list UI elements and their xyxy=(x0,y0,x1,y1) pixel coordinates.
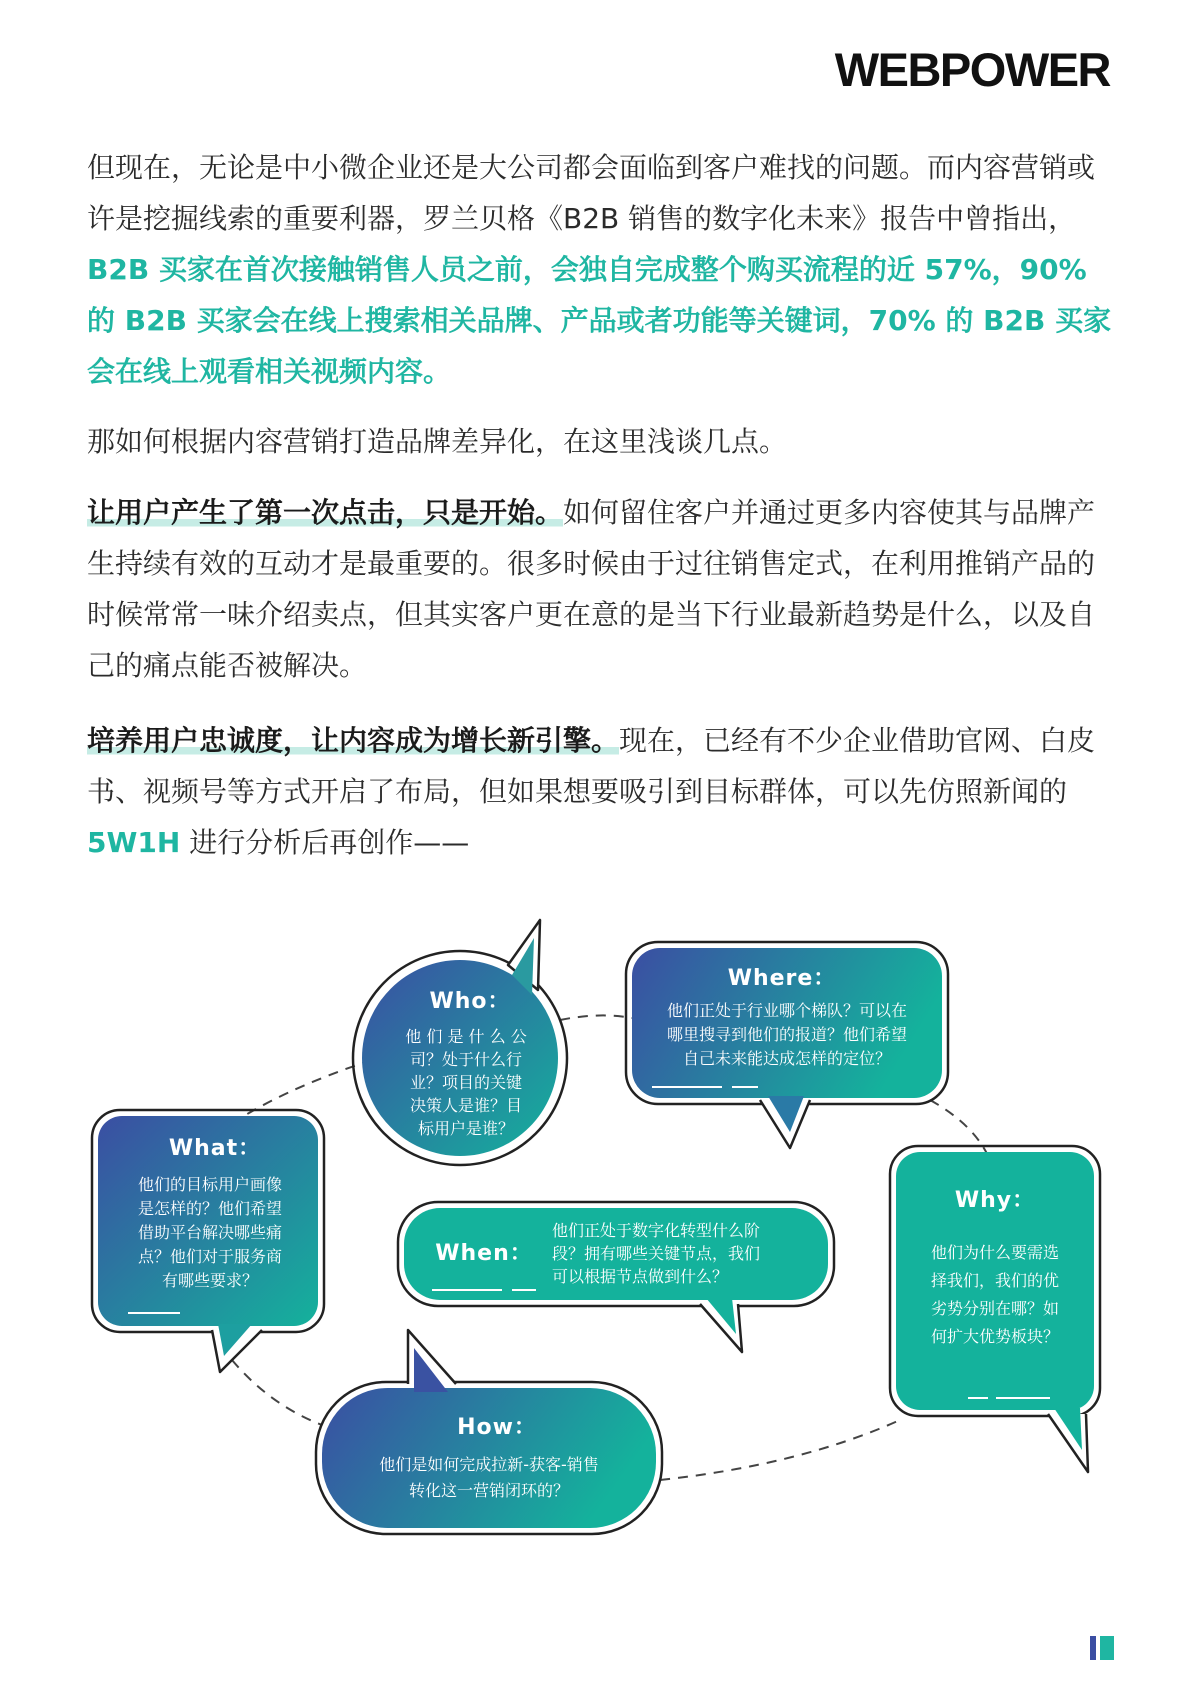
what-line: 借助平台解决哪些痛 xyxy=(137,1223,283,1242)
intro-text: 但现在，无论是中小微企业还是大公司都会面临到客户难找的问题。而内容营销或许是挖掘线索的重要利器，罗兰贝格《B2B 销售的数字化未来》报告中曾指出， xyxy=(87,151,1096,235)
why-bubble xyxy=(890,1146,1100,1472)
how-line: 转化这一营销闭环的？ xyxy=(408,1481,570,1500)
what-bubble xyxy=(92,1110,324,1372)
who-line: 他 们 是 什 么 公 xyxy=(405,1027,527,1046)
why-line: 他们为什么要需选 xyxy=(930,1243,1060,1262)
what-line: 是怎样的？他们希望 xyxy=(137,1199,283,1218)
intro-statistics-highlight: B2B 买家在首次接触销售人员之前，会独自完成整个购买流程的近 57%，90% 的 B2B 买家会在线上搜索相关品牌、产品或者功能等关键词，70% 的 B2B 买家会在线上观看相关视频内容。 xyxy=(87,253,1112,388)
who-line: 决策人是谁？目 xyxy=(409,1096,523,1115)
paragraph-transition: 那如何根据内容营销打造品牌差异化，在这里浅谈几点。 xyxy=(87,425,788,458)
when-bubble xyxy=(398,1202,834,1352)
where-title: Where： xyxy=(727,966,837,991)
loyalty-text: 现在，已经有不少企业借助官网、白皮书、视频号等方式开启了布局，但如果想要吸引到目标群体，可以先仿照新闻的 xyxy=(87,724,1096,808)
who-title: Who： xyxy=(429,989,511,1014)
why-line: 择我们，我们的优 xyxy=(930,1271,1060,1290)
where-line: 哪里搜寻到他们的报道？他们希望 xyxy=(666,1025,908,1044)
when-line: 他们正处于数字化转型什么阶 xyxy=(552,1221,761,1240)
where-line: 自己未来能达成怎样的定位？ xyxy=(682,1049,892,1068)
webpower-logo: WEBPOWER xyxy=(834,43,1110,96)
what-line: 他们的目标用户画像 xyxy=(137,1175,283,1194)
what-title: What： xyxy=(168,1136,262,1161)
loyalty-tail: 进行分析后再创作—— xyxy=(180,826,470,859)
how-line: 他们是如何完成拉新-获客-销售 xyxy=(379,1455,599,1474)
first-click-heading: 让用户产生了第一次点击，只是开始。 xyxy=(87,496,564,529)
first-click-text: 如何留住客户并通过更多内容使其与品牌产生持续有效的互动才是最重要的。很多时候由于过往销售定式，在利用推销产品的时候常常一味介绍卖点，但其实客户更在意的是当下行业最新趋势是什么，以及自己的痛点能否被解决。 xyxy=(87,496,1096,682)
when-line: 可以根据节点做到什么？ xyxy=(552,1267,729,1286)
how-bubble xyxy=(316,1330,662,1534)
when-line: 段？拥有哪些关键节点，我们 xyxy=(552,1244,761,1263)
who-bubble xyxy=(353,920,567,1165)
how-title: How： xyxy=(457,1415,537,1440)
where-bubble xyxy=(626,942,948,1148)
who-line: 司？处于什么行 xyxy=(409,1050,523,1069)
what-line: 点？他们对于服务商 xyxy=(137,1247,283,1266)
why-line: 劣势分别在哪？如 xyxy=(930,1299,1060,1318)
page-mark-icon xyxy=(1090,1634,1124,1662)
when-title: When： xyxy=(435,1241,533,1266)
why-title: Why： xyxy=(954,1188,1036,1213)
who-line: 标用户是谁？ xyxy=(417,1119,515,1138)
loyalty-heading: 培养用户忠诚度，让内容成为增长新引擎。 xyxy=(87,724,620,757)
who-line: 业？项目的关键 xyxy=(409,1073,523,1092)
where-line: 他们正处于行业哪个梯队？可以在 xyxy=(666,1001,908,1020)
what-line: 有哪些要求？ xyxy=(161,1271,259,1290)
5w1h-term: 5W1H xyxy=(87,826,181,859)
why-line: 何扩大优势板块？ xyxy=(930,1327,1060,1346)
